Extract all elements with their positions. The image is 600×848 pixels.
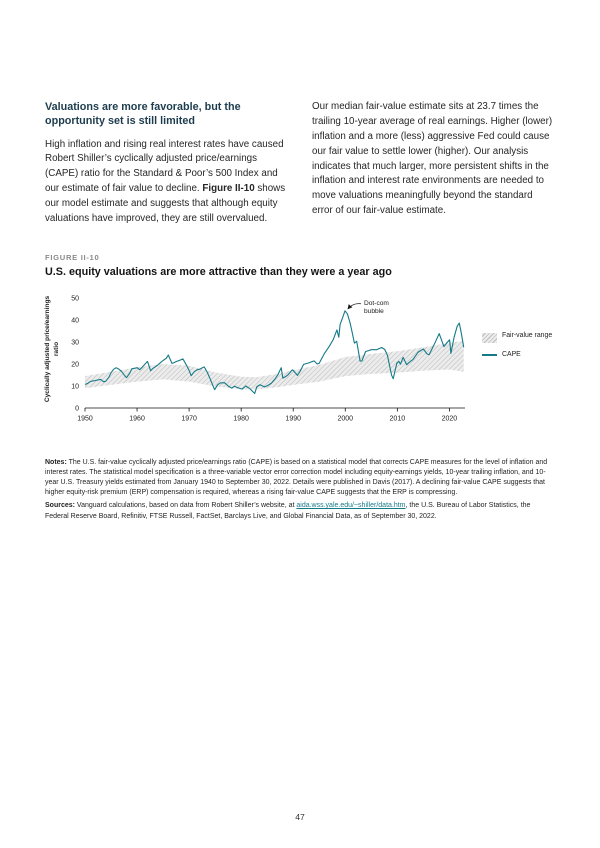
x-tick-label: 1970	[181, 415, 197, 423]
x-tick-label: 2010	[389, 415, 406, 423]
x-tick-label: 1980	[233, 415, 249, 423]
intro-columns	[45, 0, 555, 227]
annotation-text: Dot-com bubble	[364, 299, 389, 315]
legend-item-fair-value-range	[482, 332, 555, 343]
intro-right-paragraph: Our median fair-value estimate sits at 23.7 times the trailing 10-year average of real earnings. Higher (lower) inflation and a more (less) aggressive Fed could cause our fair value to settle lower (higher). Our analysis indicates that much larger, more persistent shifts in the inflation and interest rate environments are needed to move valuations meaningfully beyond the standard error of our fair-value estimate.	[312, 101, 553, 217]
y-tick-label: 20	[71, 361, 79, 369]
y-tick-label: 40	[71, 317, 79, 325]
x-tick-label: 2020	[441, 415, 458, 423]
x-tick-label: 1950	[77, 415, 93, 423]
intro-left-paragraph	[45, 138, 288, 227]
shiller-data-link[interactable]: aida.wss.yale.edu/~shiller/data.htm	[296, 502, 406, 510]
y-tick-label: 50	[71, 295, 79, 303]
figure-notes	[45, 458, 555, 499]
figure-title: U.S. equity valuations are more attractive than they were a year ago	[45, 265, 392, 278]
chart-legend	[482, 332, 555, 368]
y-tick-label: 10	[71, 383, 79, 391]
x-tick-label: 1960	[129, 415, 145, 423]
legend-item-cape	[482, 351, 555, 360]
legend-label-fair-value-range: Fair-value range	[502, 331, 553, 339]
figure-sources	[45, 501, 555, 521]
intro-left-text-1: High inflation and rising real interest rates have caused Robert Shiller’s cyclically adjusted price/earnings (CAPE) ratio for the Standard & Poor’s 500 Index and our estimate of fair value to decline.	[45, 138, 284, 195]
page-number: 47	[295, 812, 305, 822]
intro-left-text-2: shows our model estimate and suggests that although equity valuations have improved, they are still overvalued.	[45, 183, 286, 224]
sources-text-2: , the U.S. Bureau of Labor Statistics, the Federal Reserve Board, Refinitiv, FTSE Russell, FactSet, Barclays Live, and Global Financial Data, as of September 30, 2022.	[45, 502, 531, 520]
notes-label: Notes:	[45, 458, 67, 466]
section-heading: Valuations are more favorable, but the opportunity set is still limited	[45, 101, 241, 128]
annotation-arrow	[348, 303, 361, 308]
figure-reference: Figure II-10	[202, 183, 255, 195]
notes-text: The U.S. fair-value cyclically adjusted price/earnings ratio (CAPE) is based on a statistical model that corrects CAPE measures for the level of inflation and interest rates. The statistical model specification is a three-variable vector error correction model including equity-earnings yields, 10-year trailing inflation, and 10-year U.S. Treasury yields estimated from January 1940 to September 30, 2022. Details were published in Davis (2017). A declining fair-value CAPE suggests that higher equity-risk premium (ERP) compensation is required, whereas a rising fair-value CAPE suggests that the ERP is compressing.	[45, 458, 548, 497]
y-tick-label: 30	[71, 339, 79, 347]
figure-label: FIGURE II-10	[45, 252, 100, 262]
intro-left-column	[45, 100, 288, 227]
sources-label: Sources:	[45, 502, 75, 510]
cape-line-swatch	[482, 354, 497, 356]
y-tick-label: 0	[75, 405, 79, 413]
x-tick-label: 1990	[285, 415, 302, 423]
cape-chart-area	[45, 288, 555, 440]
y-axis-label: Cyclically adjusted price/earnings ratio	[44, 295, 60, 402]
legend-label-cape: CAPE	[502, 350, 521, 358]
cape-chart	[45, 288, 555, 440]
x-tick-label: 2000	[337, 415, 354, 423]
fair-value-range-swatch	[482, 333, 497, 343]
intro-right-column	[312, 100, 555, 227]
sources-text-1: Vanguard calculations, based on data from Robert Shiller’s website, at	[74, 502, 297, 510]
